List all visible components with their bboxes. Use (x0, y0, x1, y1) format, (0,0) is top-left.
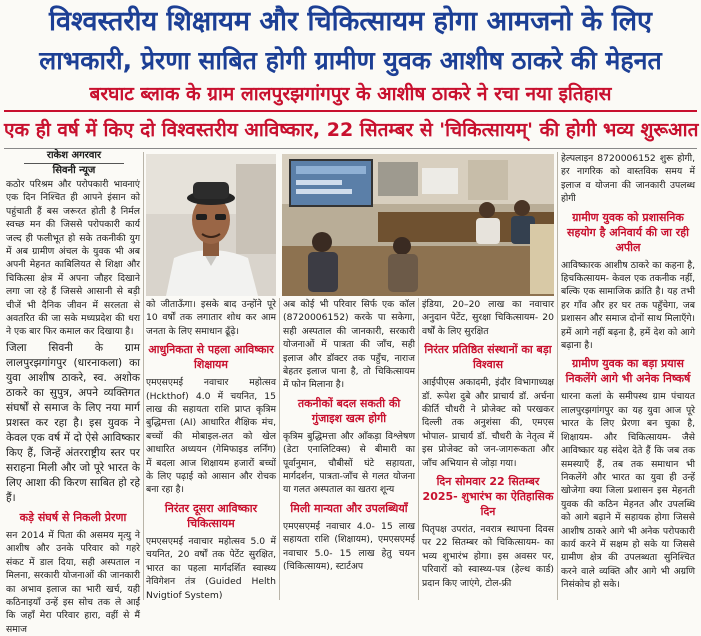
section-divider (4, 148, 697, 149)
col4-subheading-1: निरंतर प्रतिष्ठित संस्थानों का बड़ा विश्वास (424, 343, 552, 372)
headline-line-1: विश्वस्तरीय शिक्षायम और चिकित्सायम होगा आमजनो के लिए (49, 6, 652, 37)
col3-subheading-1: तकनीकों बदल सकती की गुंजाइश खत्म होगी (297, 396, 401, 425)
headline-line-2: लाभकारी, प्रेरणा साबित होगी ग्रामीण युवक आशीष ठाकरे की मेहनत (39, 46, 662, 75)
col4-subheading-2: दिन सोमवार 22 सितम्बर 2025- शुभारंभ का ऐतिहासिक दिन (422, 475, 554, 519)
column-divider (557, 152, 558, 600)
col5-paragraph-1: हेल्पलाइन 8720006152 शुरू होगी, हर नागरिक को वास्तविक समय में इलाज व योजना की जानकारी उपलब्ध होगी (561, 153, 695, 205)
article-column-4 (422, 298, 554, 600)
column-divider (143, 152, 144, 600)
article-column-5 (561, 152, 695, 600)
col1-subheading-1: कड़े संघर्ष से निकली प्रेरणा (19, 510, 127, 524)
col3-paragraph-3: एमएसएमई नवाचार 4.0- 15 लाख सहायता राशि (शिक्षायम), एमएसएमई नवाचार 5.0- 15 लाख हेतु चयन (चिकित्सायम), स्टार्टअप (283, 520, 415, 573)
col5-subheading-1: ग्रामीण युवक को प्रशासनिक सहयोग है अनिवार्य की जा रही अपील (567, 210, 689, 254)
byline-rule (24, 163, 124, 164)
col1-paragraph-1: कठोर परिश्रम और परोपकारी भावनाएं एक दिन निश्चित ही आपने इंसान को पहुंचाती हैं बस जरूरत होती है निर्मल स्वच्छ मन की जिससे परोपकारी कार्य जल्द ही फलीभूत हो सके तकनीकी युग में अब ग्रामीण अंचल के युवक भी अब अपनी मेहनत काबिलियत से शिक्षा और चिकित्सा क्षेत्र में अपना जौहर दिखाने लगा जा रहे हैं जिससे आसानी से बड़ी चीजें भी दैनिक जीवन में सरलता से अवतरित की जा सके मध्यप्रदेश की धरा ने एक बार फिर कमाल कर दिखाया है। (6, 179, 140, 338)
col2-paragraph-2: एमएसएमई नवाचार महोत्सव (Hckthof) 4.0 में चयनित, 15 लाख की सहायता राशि प्राप्त कृत्रिम बुद्धिमत्ता (AI) आधारित शैक्षिक मंच, बच्चों की मोबाइल-लत को खेल आधारित अध्ययन (गेमिफाइड लर्निंग) में बदला आज शिक्षायम हजारों बच्चों के लिए पढ़ाई को आसान और रोचक बना रहा है। (146, 377, 276, 496)
headline-divider (4, 110, 697, 112)
col3-paragraph-1: अब कोई भी परिवार सिर्फ एक कॉल (8720006152) करके पा सकेगा, सही अस्पताल की जानकारी, सरकारी योजनाओं में पात्रता की जाँच, सही इलाज और डॉक्टर तक पहुँच, नाराज बेहतर इलाज पाना है, तो चिकित्सायम में फोन मिलाना है। (283, 299, 415, 391)
col4-paragraph-2: आईपीएस अकादमी, इंदौर विभागाध्यक्ष डॉ. रूपेश दुबे और प्राचार्य डॉ. अर्चना कीर्ति चौधरी ने प्रोजेक्ट को परखकर दिल्ली तक अनुशंसा की, एमएस भोपाल- प्राचार्य डॉ. चौधरी के नेतृत्व में इस प्रोजेक्ट को जन-जागरूकता और जाँच अभियान से जोड़ा गया। (422, 377, 554, 469)
col4-paragraph-3: पितृपक्ष उपरांत, नवरात्र स्थापना दिवस पर 22 सितम्बर को चिकित्सायम- का भव्य शुभारंभ होगा। इस अवसर पर, परिवारों को स्वास्थ्य-पत्र (हेल्थ कार्ड) प्रदान किए जाएंगे, टोल-फ्री (422, 524, 554, 589)
headline-line-4: एक ही वर्ष में किए दो विश्वस्तरीय आविष्कार, 22 सितम्बर से 'चिकित्सायम्' की होगी भव्य शुरूआत (4, 119, 699, 141)
byline (8, 150, 140, 177)
col5-paragraph-3: धारना कलां के समीपस्थ ग्राम पंचायत लालपुरझगांगपुर का यह युवा आज पूरे भारत के लिए प्रेरणा बन चुका है, शिक्षायम- और चिकित्सायम- जैसे आविष्कार यह संदेश देते हैं कि जब तक समस्याएँ हैं, तब तक समाधान भी निकलेंगे और भारत का युवा ही उन्हें खोजेगा क्या जिला प्रशासन इस मेहनती युवक की कठिन मेहनत और उपलब्धि को आगे बढ़ाने में सहायक होगा जिससे आशीष ठाकरे आगे भी अनेक परोपकारी कार्य करने में सक्षम हो सके या जिससे ग्रामीण क्षेत्र की उपलब्धता सुनिश्चित करने वाले व्यक्ति और आगे भी अग्रणि निसंकोच हो सके। (561, 391, 695, 591)
col5-paragraph-2: आविष्कारक आशीष ठाकरे का कहना है, हिचकित्सायम- केवल एक तकनीक नहीं, बल्कि एक सामाजिक क्रांति है। यह तभी हर गाँव और हर घर तक पहुँचेगा, जब प्रशासन और समाज दोनों साथ मिलाएँगे। हमें आगे नहीं बढ़ना है, हमें देश को आगे बढ़ाना है। (561, 259, 695, 352)
byline-desk: सिवनी न्यूज (52, 165, 96, 176)
byline-author: राकेश अगरवार (46, 150, 102, 161)
headline-line-3: बरघाट ब्लाक के ग्राम लालपुरझगांगपुर के आशीष ठाकरे ने रचा नया इतिहास (89, 83, 612, 105)
col3-paragraph-2: कृत्रिम बुद्धिमत्ता और आँकड़ा विश्लेषण (डेटा एनालिटिक्स) से बीमारी का पूर्वानुमान, चौबीसों घंटे सहायता, मार्गदर्शन, पात्रता-जाँच से गलत योजना या गलत अस्पताल का खतरा शून्य (283, 430, 415, 496)
col2-paragraph-1: को जीताऊँगा। इसके बाद उन्होंने पूरे 10 वर्षों तक लगातार शोध कर आम जनता के लिए समाधान ढूँढ़े। (146, 299, 276, 337)
col4-paragraph-1: इंडिया, 20–20 लाख का नवाचार अनुदान पेटेंट, सुरक्षा चिकित्सायम- 20 वर्षों के लिए सुरक्षित (422, 299, 554, 337)
col1-paragraph-3: सन 2014 में पिता की असमय मृत्यु ने आशीष और उनके परिवार को गहरे संकट में डाल दिया, सही अस्पताल न मिलना, सरकारी योजनाओं की जानकारी का अभाव इलाज का भारी खर्च, यही कठिनाइयाँ उन्हें इस सोच तक ले आईं कि जहाँ मेरा परिवार हारा, वहीं से मैं समाज (6, 529, 140, 635)
col2-subheading-2: निरंतर दूसरा आविष्कार चिकित्सायम (164, 501, 258, 530)
col2-paragraph-3: एमएसएमई नवाचार महोत्सव 5.0 में चयनित, 20 वर्षों तक पेटेंट सुरक्षित, भारत का पहला मार्गदर्शित स्वास्थ्य नेविगेशन तंत्र (Guided Helth Nvigtiof System) (146, 535, 276, 601)
article-column-1 (6, 178, 140, 635)
photo-meeting (282, 154, 554, 296)
article-column-3 (283, 298, 415, 600)
photo-portrait (146, 154, 276, 296)
column-divider (279, 298, 280, 600)
col5-subheading-2: ग्रामीण युवक का बड़ा प्रयास निकलेंगे आगे भी अनेक निष्कर्ष (565, 357, 691, 386)
col3-subheading-2: मिली मान्यता और उपलब्धियाँ (290, 501, 408, 515)
column-divider (418, 298, 419, 600)
col1-paragraph-2: जिला सिवनी के ग्राम लालपुरझगांगपुर (धारनाकला) का युवा आशीष ठाकरे, स्व. अशोक ठाकरे का सुपुत्र, अपने व्यक्तिगत संघर्षों से समाज के लिए नया मार्ग प्रशस्त कर रहा है। इस युवक ने केवल एक वर्ष में दो ऐसे आविष्कार किए हैं, जिन्हें अंतरराष्ट्रीय स्तर पर सराहना मिली और जो पूरे भारत के लिए आशा की किरण साबित हो रहे हैं। (6, 341, 140, 504)
article-column-2 (146, 298, 276, 600)
col2-subheading-1: आधुनिकता से पहला आविष्कार शिक्षायम (148, 343, 274, 372)
